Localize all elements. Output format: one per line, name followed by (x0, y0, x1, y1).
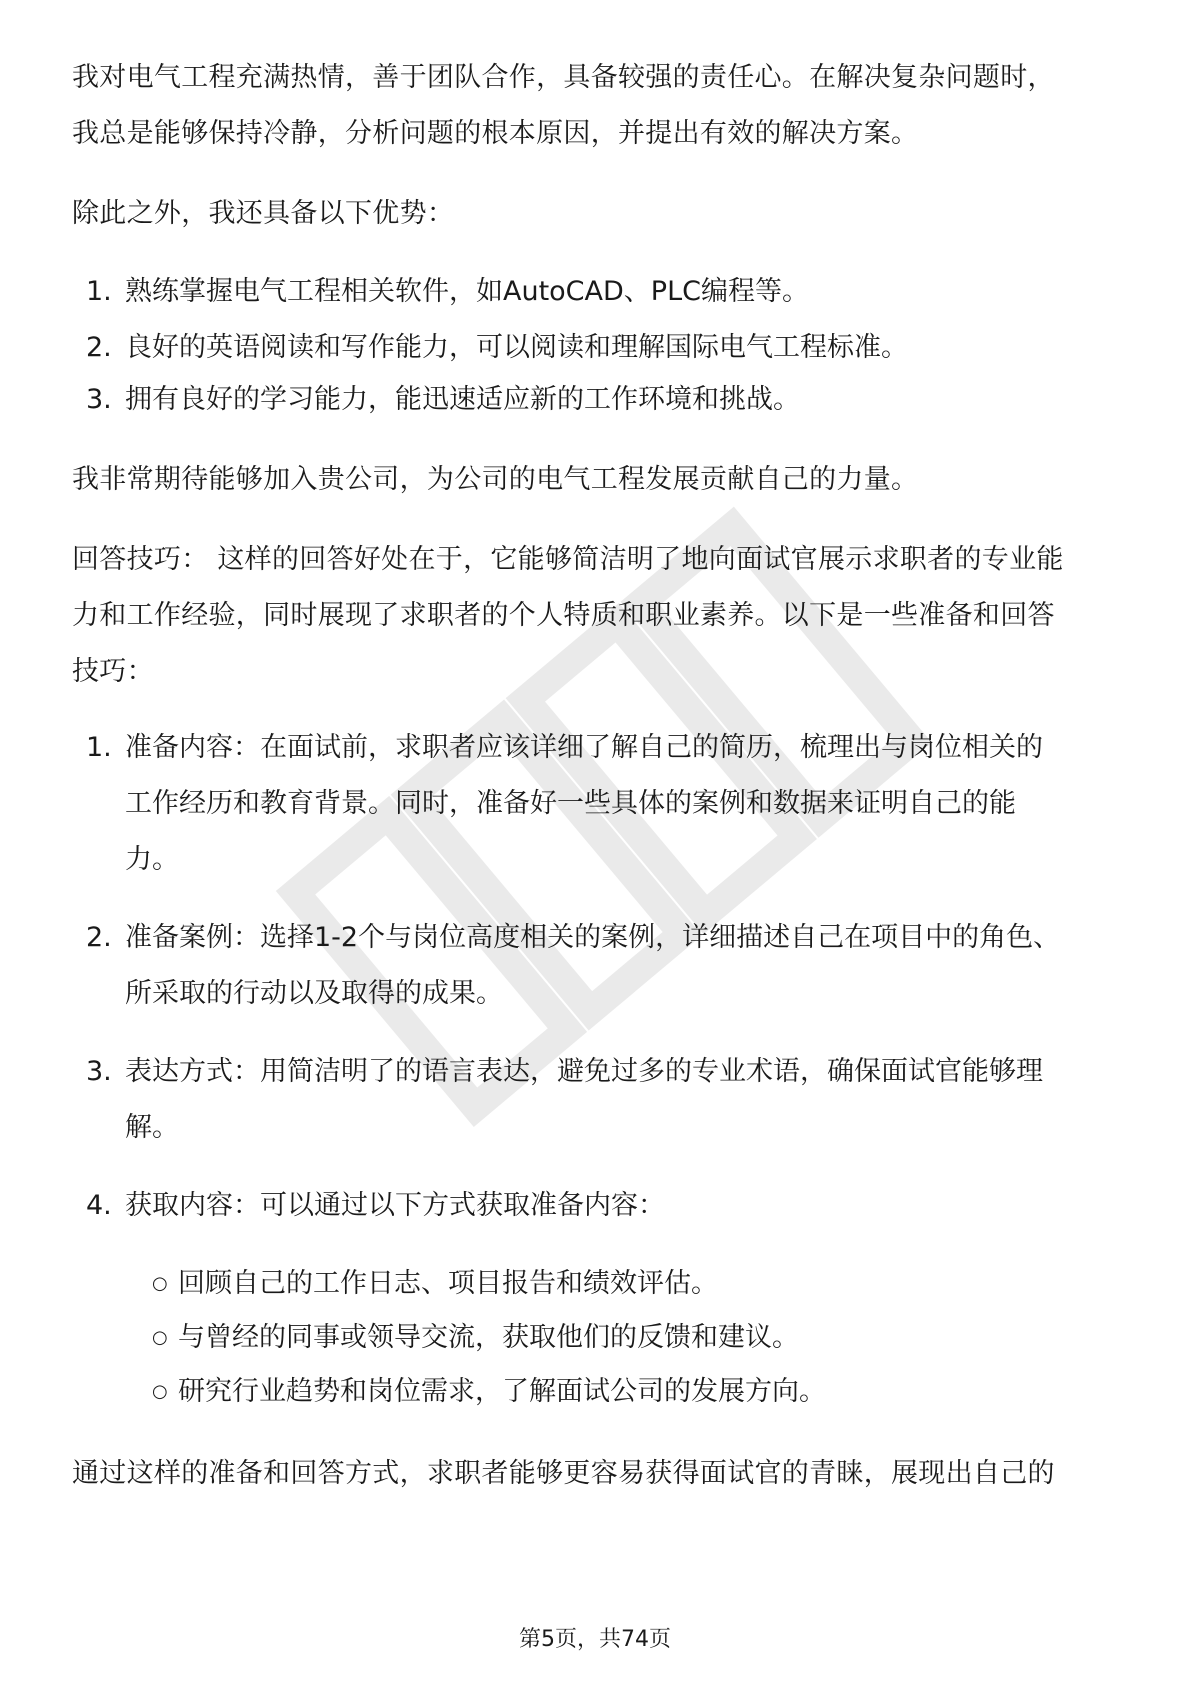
list-number: 1. (86, 732, 112, 763)
tip-line: 力。 (125, 844, 179, 875)
advantages-heading: 除此之外，我还具备以下优势： (72, 198, 455, 229)
tip-line: 准备内容：在面试前，求职者应该详细了解自己的简历，梳理出与岗位相关的 (125, 732, 1043, 763)
advantage-text: 良好的英语阅读和写作能力，可以阅读和理解国际电气工程标准。 (125, 332, 908, 363)
sub-bullet-text: 研究行业趋势和岗位需求，了解面试公司的发展方向。 (178, 1376, 826, 1407)
tip-line: 解。 (125, 1112, 179, 1143)
list-number: 2. (86, 922, 112, 953)
tip-line: 表达方式：用简洁明了的语言表达，避免过多的专业术语，确保面试官能够理 (125, 1056, 1043, 1087)
answer-tips-line-3: 技巧： (72, 656, 154, 687)
tip-line: 所采取的行动以及取得的成果。 (125, 978, 503, 1009)
page-number: 第5页，共74页 (519, 1627, 671, 1652)
sub-bullet-text: 回顾自己的工作日志、项目报告和绩效评估。 (178, 1268, 718, 1299)
list-number: 3. (86, 1056, 112, 1087)
circle-bullet-icon: ○ (152, 1327, 168, 1348)
circle-bullet-icon: ○ (152, 1273, 168, 1294)
closing-statement: 我非常期待能够加入贵公司，为公司的电气工程发展贡献自己的力量。 (72, 464, 919, 495)
list-number: 2. (86, 332, 112, 363)
answer-tips-line-1: 回答技巧： 这样的回答好处在于，它能够简洁明了地向面试官展示求职者的专业能 (72, 544, 1064, 575)
intro-line-2: 我总是能够保持冷静，分析问题的根本原因，并提出有效的解决方案。 (72, 118, 919, 149)
conclusion-paragraph: 通过这样的准备和回答方式，求职者能够更容易获得面试官的青睐，展现出自己的 (72, 1458, 1055, 1489)
intro-paragraph (72, 50, 1122, 162)
advantage-text: 熟练掌握电气工程相关软件，如AutoCAD、PLC编程等。 (125, 276, 809, 307)
list-number: 4. (86, 1190, 112, 1221)
intro-line-1: 我对电气工程充满热情，善于团队合作，具备较强的责任心。在解决复杂问题时， (72, 62, 1055, 93)
tip-line: 工作经历和教育背景。同时，准备好一些具体的案例和数据来证明自己的能 (125, 788, 1016, 819)
tip-line: 获取内容：可以通过以下方式获取准备内容： (125, 1190, 665, 1221)
advantage-text: 拥有良好的学习能力，能迅速适应新的工作环境和挑战。 (125, 384, 800, 415)
circle-bullet-icon: ○ (152, 1381, 168, 1402)
answer-tips-line-2: 力和工作经验，同时展现了求职者的个人特质和职业素养。以下是一些准备和回答 (72, 600, 1055, 631)
list-number: 1. (86, 276, 112, 307)
sub-bullet-text: 与曾经的同事或领导交流，获取他们的反馈和建议。 (178, 1322, 799, 1353)
answer-tips-paragraph (72, 532, 1122, 700)
list-number: 3. (86, 384, 112, 415)
tip-line: 准备案例：选择1-2个与岗位高度相关的案例，详细描述自己在项目中的角色、 (125, 922, 1061, 953)
